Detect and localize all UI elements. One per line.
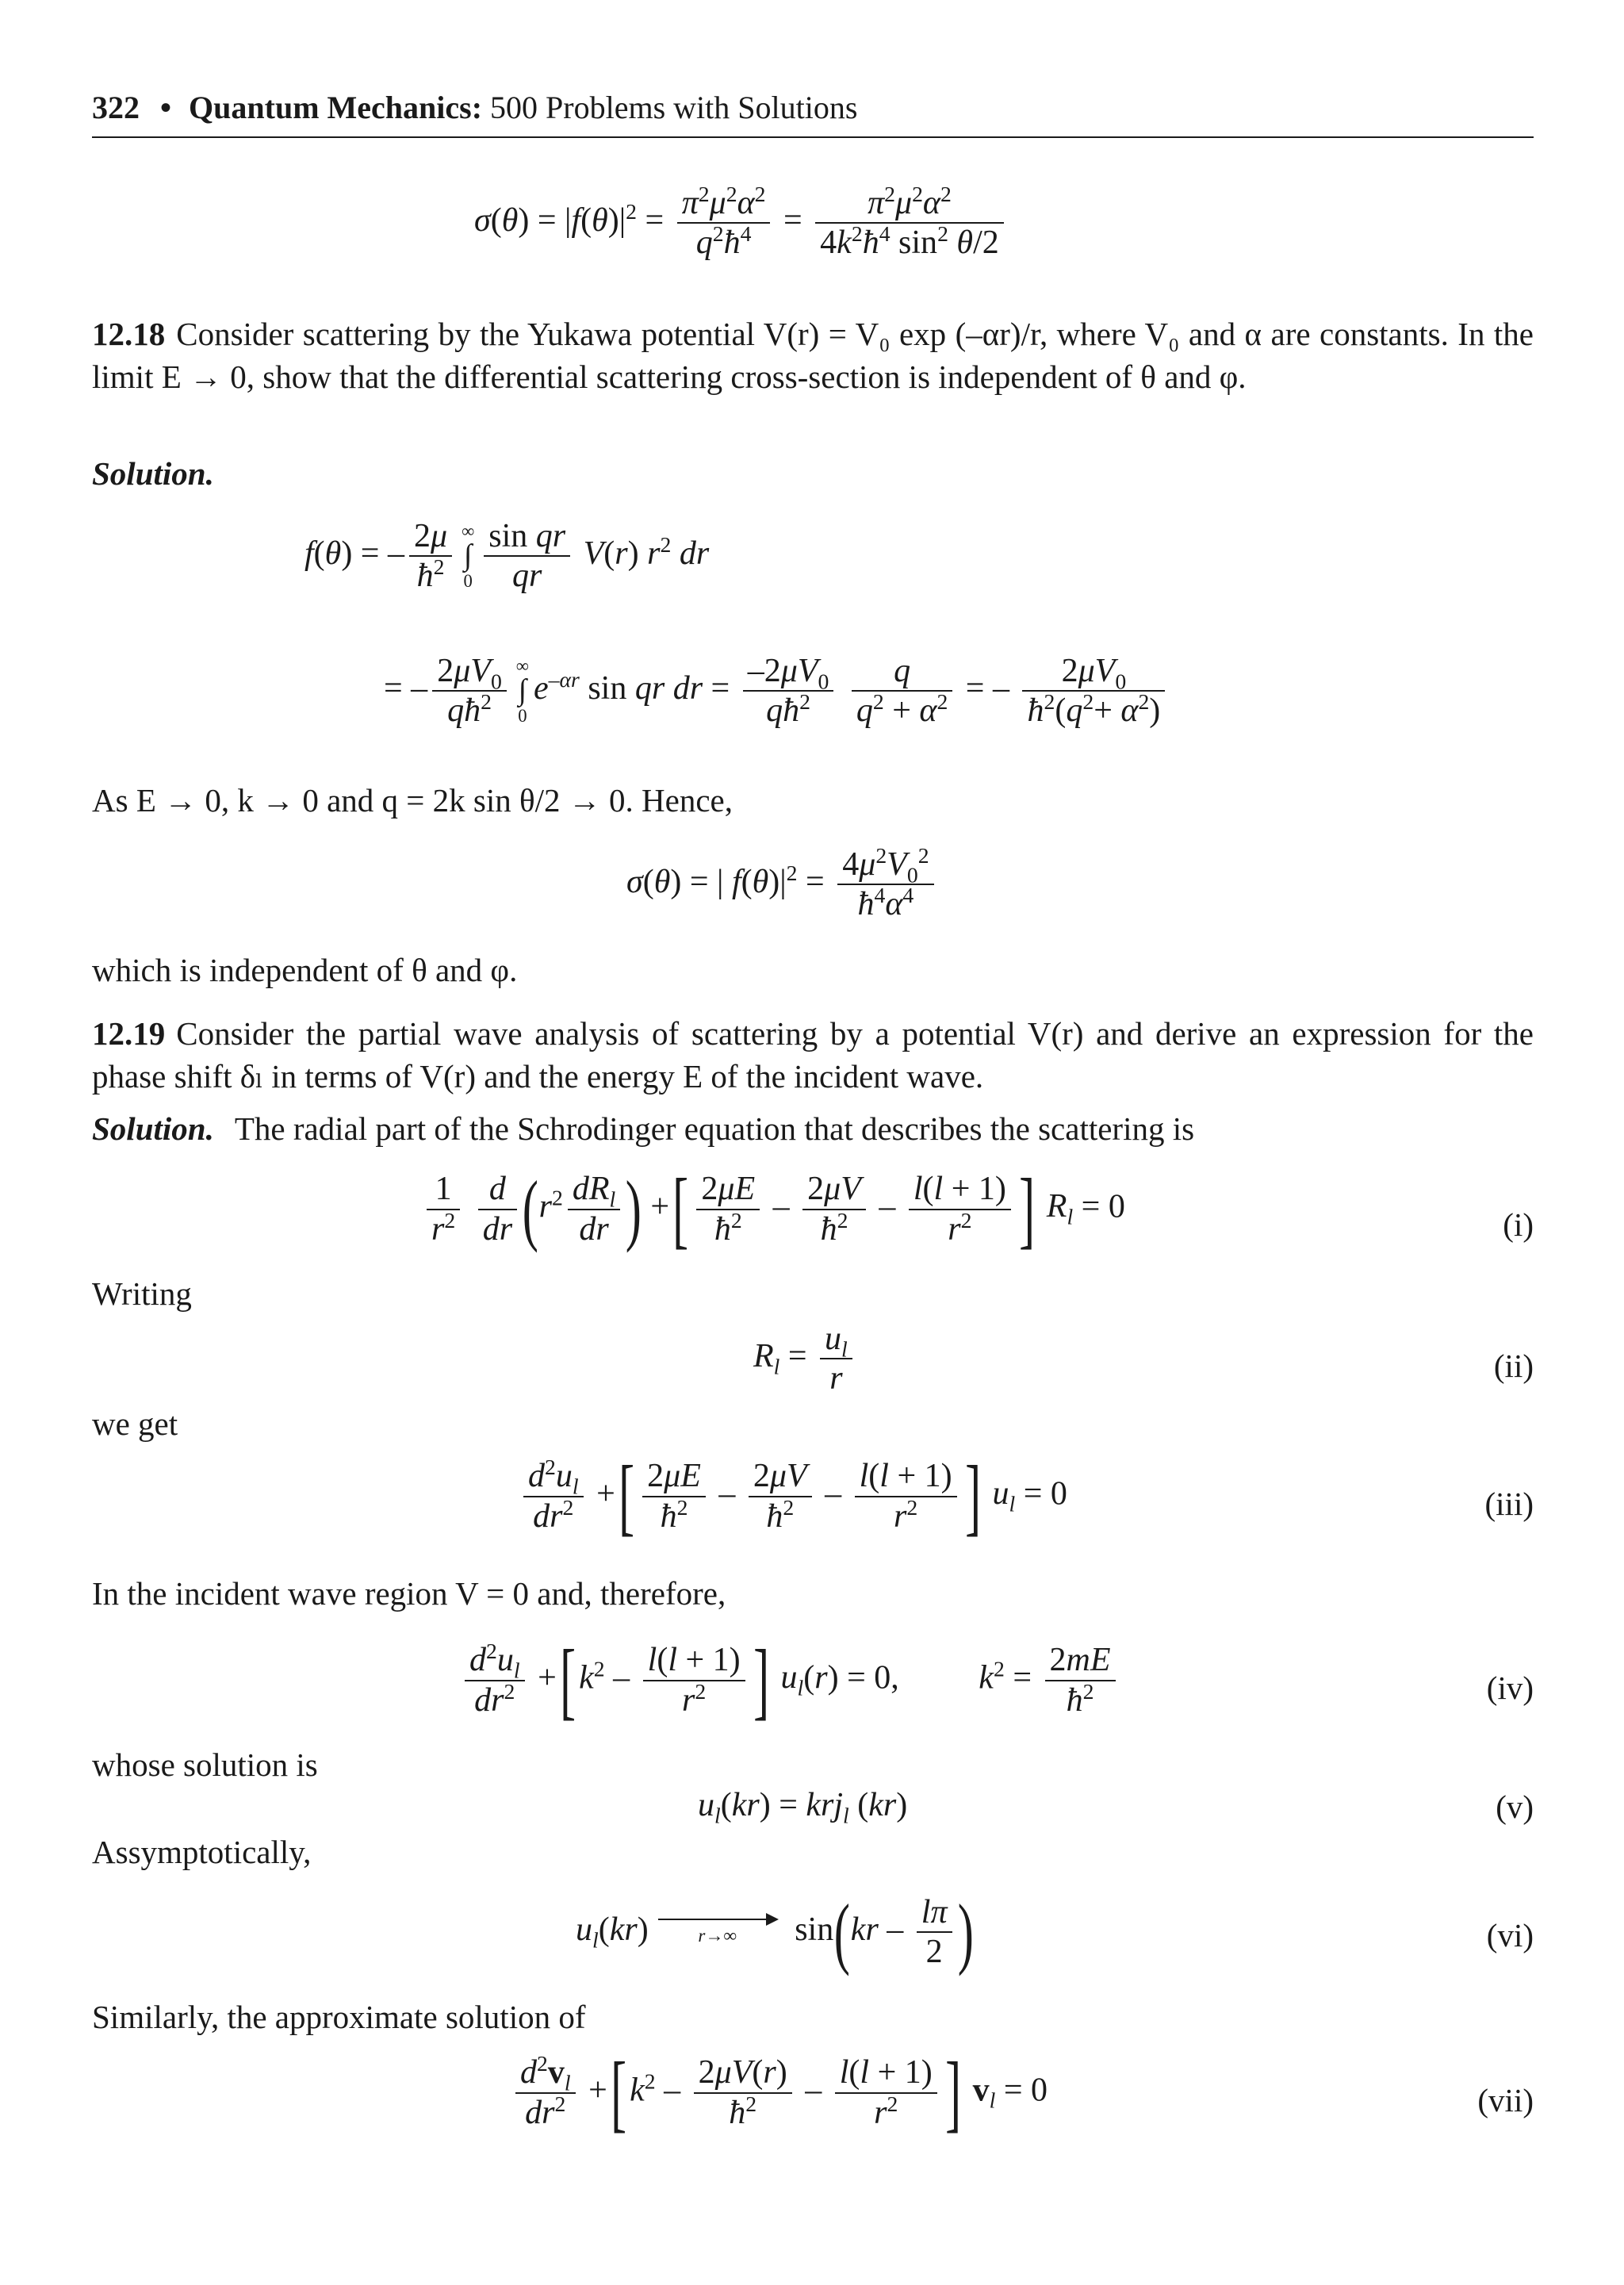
equation-substitution: $R_l$ = $\frac{u_l}{r}$ xyxy=(753,1320,857,1398)
solution-label: Solution. xyxy=(92,455,214,492)
text-we-get: we get xyxy=(92,1405,178,1442)
equation-number: (iii) xyxy=(1484,1486,1534,1522)
equation-u-radial: $\frac{d^2u_l}{dr^2}$ +[ $\frac{2\mu E}{ħ^2}$ – $\frac{2\mu V}{ħ^2}$ – $\frac{l(l + 1)}{r^2}$ ] $u_l = 0$ xyxy=(519,1453,1067,1539)
text-limit: As E → 0, k → 0 and q = 2k sin θ/2 → 0. Hence, xyxy=(92,782,733,819)
page-number: 322 xyxy=(92,90,140,125)
book-title: Quantum Mechanics: xyxy=(189,90,483,125)
problem-text: Consider the partial wave analysis of scattering by a potential V(r) and derive an expression for the phase shift δₗ in terms of V(r) and the energy E of the incident wave. xyxy=(92,1015,1534,1095)
problem-12-19-statement xyxy=(92,1012,1534,1098)
equation-number: (vi) xyxy=(1486,1917,1534,1953)
equation-scattering-amplitude: f(θ) = – $\frac{2\mu}{ħ^2}$ ∞ ∫ 0 $\frac{\text{sin qr}}{qr}$ V(r) $r^2$ dr xyxy=(304,518,710,595)
book-subtitle: 500 Problems with Solutions xyxy=(490,90,858,125)
equation-number: (iv) xyxy=(1486,1670,1534,1706)
text-asymptotically: Assymptotically, xyxy=(92,1834,312,1870)
equation-radial: $\frac{1}{r^2}$ $\frac{d}{dr}$ ($r^2$ $\frac{dR_l}{dr}$ ) +[ $\frac{2\mu E}{ħ^2}$ – $\frac{2\mu V}{ħ^2}$ – $\frac{l(l + 1)}{r^2}$ ] $R_l = 0$ xyxy=(422,1166,1125,1252)
problem-12-18-statement xyxy=(92,312,1534,398)
text-writing: Writing xyxy=(92,1275,192,1312)
equation-yukawa-integral: = – $\frac{2\mu V_0}{qħ^2}$ ∞ ∫ 0 $e^{-\alpha r}$ sin qr dr = $\frac{-2\mu V_0}{qħ^2}$ $\frac{q}{q^2 + \alpha^2}$ = – $\frac{2\mu V_0}{ħ^2(q^2+ \alpha^2)}$ xyxy=(384,652,1170,730)
equation-number: (i) xyxy=(1503,1206,1534,1243)
text-similarly: Similarly, the approximate solution of xyxy=(92,1999,586,2035)
equation-free-radial: $\frac{d^2u_l}{dr^2}$ $+[k^2$ – $\frac{l(l + 1)}{r^2}$ ] $u_l(r) = 0$, $k^2$ = $\frac{2mE}{ħ^2}$ xyxy=(460,1637,1120,1723)
text-whose-solution: whose solution is xyxy=(92,1746,318,1783)
header-bullet: • xyxy=(160,90,172,125)
solution-intro: Solution. The radial part of the Schrodinger equation that describes the scattering is xyxy=(92,1110,1195,1147)
problem-text: Consider scattering by the Yukawa potential V(r) = V₀ exp (–αr)/r, where V₀ and α are constants. In the limit E → 0, show that the differential scattering cross-section is independent of θ and φ. xyxy=(92,316,1534,395)
text-incident-region: In the incident wave region V = 0 and, therefore, xyxy=(92,1575,726,1612)
equation-bessel-solution: $u_l(kr) = krj_l$ (kr) xyxy=(698,1787,908,1828)
problem-id: 12.19 xyxy=(92,1015,166,1052)
equation-v-radial: $\frac{d^2v_l}{dr^2}$ $+[k^2$ – $\frac{2\mu V(r)}{ħ^2}$ – $\frac{l(l + 1)}{r^2}$ ] $v_l = 0$ xyxy=(511,2049,1048,2136)
equation-asymptotic: $u_l(kr)$ r→∞ sin(kr – $\frac{l\pi}{2}$ ) xyxy=(576,1888,974,1976)
running-header xyxy=(92,89,857,126)
equation-number: (ii) xyxy=(1493,1348,1534,1384)
equation-cross-section-previous: $\sigma(\theta) = |f(\theta)|^2$ = $\frac{\pi^2\mu^2\alpha^2}{q^2ħ^4}$ = $\frac{\pi^2\mu^2\alpha^2}{4k^2ħ^4 \sin^2 \theta/2}$ xyxy=(474,184,1009,263)
equation-number: (v) xyxy=(1496,1789,1534,1825)
equation-cross-section-limit: σ(θ) = | $f(\theta)|^2$ = $\frac{4\mu^2V_0^2}{ħ^4\alpha^4}$ xyxy=(626,845,939,924)
equation-number: (vii) xyxy=(1477,2082,1534,2118)
problem-id: 12.18 xyxy=(92,316,166,352)
text-independent: which is independent of θ and φ. xyxy=(92,952,518,988)
header-rule xyxy=(92,136,1534,138)
